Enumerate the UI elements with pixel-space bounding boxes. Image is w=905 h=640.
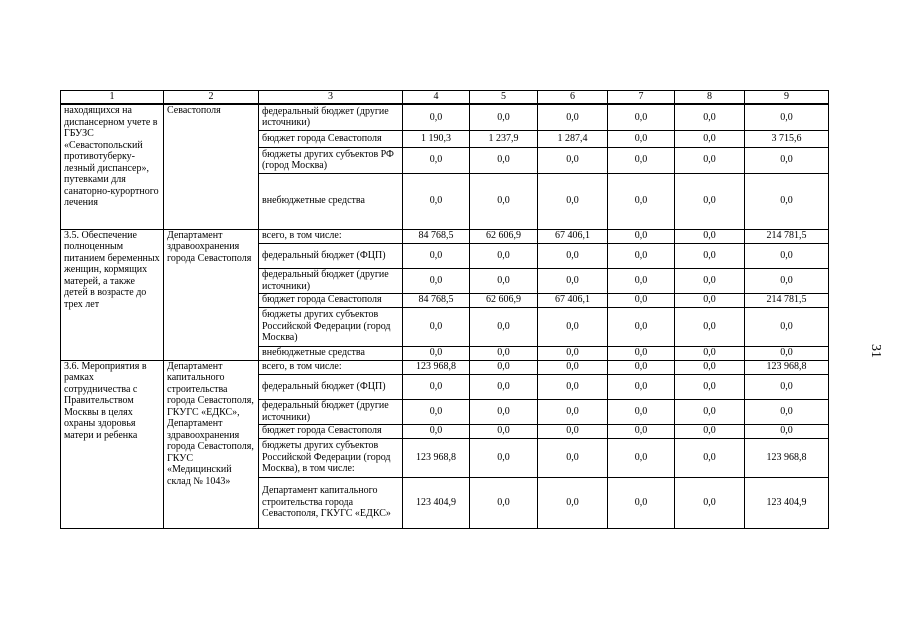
measure-name-cell: находящихся на диспансерном учете в ГБУЗС «Севастопольский противотуберку-лезный диспансер», путевками для санаторно-курортного лечения [61,104,164,229]
value-cell: 62 606,9 [470,293,538,307]
value-cell: 0,0 [470,477,538,528]
value-cell: 0,0 [403,374,470,399]
value-cell: 0,0 [470,147,538,173]
value-cell: 0,0 [403,424,470,438]
value-cell: 0,0 [470,173,538,229]
value-cell: 0,0 [470,374,538,399]
funding-source-cell: всего, в том числе: [259,229,403,243]
funding-source-cell: бюджет города Севастополя [259,293,403,307]
value-cell: 0,0 [470,360,538,374]
value-cell: 0,0 [608,360,675,374]
value-cell: 0,0 [538,243,608,268]
funding-source-cell: бюджеты других субъектов РФ (город Москва) [259,147,403,173]
value-cell: 0,0 [608,243,675,268]
executor-cell: Департамент здравоохранения города Севастополя [164,229,259,360]
header-cell: 1 [61,91,164,105]
executor-cell: Департамент капитального строительства города Севастополя, ГКУГС «ЕДКС», Департамент здравоохранения города Севастополя, ГКУС «Медицинский склад № 1043» [164,360,259,528]
value-cell: 0,0 [675,307,745,346]
value-cell: 0,0 [675,374,745,399]
value-cell: 0,0 [745,173,829,229]
value-cell: 0,0 [470,104,538,130]
value-cell: 0,0 [470,307,538,346]
value-cell: 0,0 [675,130,745,147]
value-cell: 0,0 [745,147,829,173]
value-cell: 0,0 [470,243,538,268]
value-cell: 0,0 [538,477,608,528]
header-cell: 7 [608,91,675,105]
funding-source-cell: бюджет города Севастополя [259,424,403,438]
value-cell: 0,0 [608,293,675,307]
value-cell: 0,0 [538,346,608,360]
value-cell: 0,0 [745,243,829,268]
value-cell: 0,0 [403,104,470,130]
value-cell: 0,0 [675,346,745,360]
value-cell: 123 968,8 [745,360,829,374]
page-number: 31 [868,344,883,358]
value-cell: 0,0 [470,438,538,477]
value-cell: 0,0 [538,360,608,374]
value-cell: 0,0 [675,424,745,438]
value-cell: 0,0 [608,438,675,477]
value-cell: 0,0 [675,477,745,528]
value-cell: 0,0 [608,130,675,147]
value-cell: 0,0 [675,229,745,243]
value-cell: 62 606,9 [470,229,538,243]
value-cell: 0,0 [608,477,675,528]
value-cell: 0,0 [608,173,675,229]
header-cell: 3 [259,91,403,105]
funding-source-cell: внебюджетные средства [259,173,403,229]
value-cell: 0,0 [538,104,608,130]
funding-source-cell: Департамент капитального строительства города Севастополя, ГКУГС «ЕДКС» [259,477,403,528]
value-cell: 1 287,4 [538,130,608,147]
funding-source-cell: внебюджетные средства [259,346,403,360]
value-cell: 0,0 [745,307,829,346]
table-row [61,104,829,130]
value-cell: 0,0 [608,229,675,243]
value-cell: 0,0 [745,399,829,424]
funding-source-cell: бюджет города Севастополя [259,130,403,147]
value-cell: 123 968,8 [403,438,470,477]
value-cell: 0,0 [608,346,675,360]
value-cell: 3 715,6 [745,130,829,147]
value-cell: 0,0 [675,173,745,229]
table-row [61,360,829,374]
value-cell: 0,0 [608,268,675,293]
header-cell: 8 [675,91,745,105]
value-cell: 0,0 [470,346,538,360]
executor-cell: Севастополя [164,104,259,229]
value-cell: 67 406,1 [538,229,608,243]
value-cell: 0,0 [403,147,470,173]
value-cell: 84 768,5 [403,229,470,243]
value-cell: 214 781,5 [745,229,829,243]
value-cell: 123 968,8 [403,360,470,374]
value-cell: 0,0 [608,374,675,399]
funding-source-cell: федеральный бюджет (ФЦП) [259,374,403,399]
value-cell: 0,0 [403,173,470,229]
value-cell: 0,0 [675,360,745,374]
value-cell: 0,0 [608,104,675,130]
funding-source-cell: федеральный бюджет (другие источники) [259,268,403,293]
value-cell: 1 237,9 [470,130,538,147]
header-cell: 6 [538,91,608,105]
header-cell: 5 [470,91,538,105]
funding-source-cell: бюджеты других субъектов Российской Федерации (город Москва) [259,307,403,346]
funding-source-cell: всего, в том числе: [259,360,403,374]
value-cell: 1 190,3 [403,130,470,147]
value-cell: 0,0 [470,399,538,424]
value-cell: 0,0 [608,147,675,173]
value-cell: 0,0 [470,424,538,438]
value-cell: 0,0 [745,346,829,360]
header-cell: 4 [403,91,470,105]
value-cell: 0,0 [675,399,745,424]
value-cell: 0,0 [745,374,829,399]
funding-source-cell: бюджеты других субъектов Российской Федерации (город Москва), в том числе: [259,438,403,477]
header-row [61,91,829,105]
header-cell: 2 [164,91,259,105]
value-cell: 0,0 [745,424,829,438]
funding-source-cell: федеральный бюджет (другие источники) [259,399,403,424]
value-cell: 0,0 [538,307,608,346]
value-cell: 123 404,9 [403,477,470,528]
value-cell: 0,0 [538,424,608,438]
value-cell: 123 968,8 [745,438,829,477]
funding-source-cell: федеральный бюджет (другие источники) [259,104,403,130]
value-cell: 84 768,5 [403,293,470,307]
value-cell: 67 406,1 [538,293,608,307]
value-cell: 0,0 [675,104,745,130]
table-row [61,229,829,243]
value-cell: 0,0 [538,147,608,173]
measure-name-cell: 3.5. Обеспечение полноценным питанием беременных женщин, кормящих матерей, а также детей в возрасте до трех лет [61,229,164,360]
measure-name-cell: 3.6. Мероприятия в рамках сотрудничества с Правительством Москвы в целях охраны здоровья матери и ребенка [61,360,164,528]
funding-source-cell: федеральный бюджет (ФЦП) [259,243,403,268]
value-cell: 0,0 [403,399,470,424]
value-cell: 0,0 [675,147,745,173]
value-cell: 0,0 [675,438,745,477]
value-cell: 0,0 [403,243,470,268]
value-cell: 0,0 [538,173,608,229]
value-cell: 0,0 [608,307,675,346]
value-cell: 0,0 [403,346,470,360]
value-cell: 0,0 [538,399,608,424]
value-cell: 123 404,9 [745,477,829,528]
value-cell: 0,0 [608,399,675,424]
value-cell: 0,0 [538,374,608,399]
value-cell: 0,0 [745,268,829,293]
value-cell: 214 781,5 [745,293,829,307]
value-cell: 0,0 [675,293,745,307]
value-cell: 0,0 [675,243,745,268]
value-cell: 0,0 [608,424,675,438]
value-cell: 0,0 [745,104,829,130]
value-cell: 0,0 [470,268,538,293]
value-cell: 0,0 [403,268,470,293]
value-cell: 0,0 [675,268,745,293]
value-cell: 0,0 [538,268,608,293]
header-cell: 9 [745,91,829,105]
value-cell: 0,0 [403,307,470,346]
value-cell: 0,0 [538,438,608,477]
budget-table [60,90,829,529]
